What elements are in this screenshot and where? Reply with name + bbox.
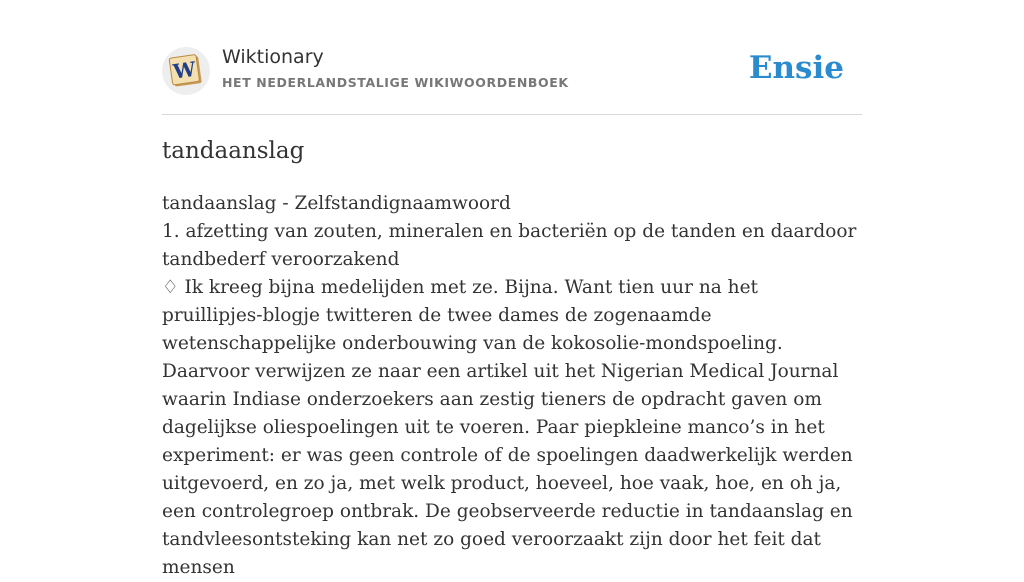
definition-text: 1. afzetting van zouten, mineralen en bacteriën op de tanden en daardoor tandbederf veroorzakend [162, 221, 857, 270]
entry-body [162, 190, 862, 582]
page [162, 0, 862, 578]
word-type-line: tandaanslag - Zelfstandignaamwoord [162, 193, 511, 214]
wiktionary-logo[interactable] [162, 47, 210, 95]
site-name[interactable]: Wiktionary [222, 46, 324, 68]
example-text: ♢ Ik kreeg bijna medelijden met ze. Bijna. Want tien uur na het pruillipjes-blogje twitteren de twee dames de zogenaamde wetenschappelijke onderbouwing van de kokosolie-mondspoeling. Daarvoor verwijzen ze naar een artikel uit het Nigerian Medical Journal waarin Indiase onderzoekers aan zestig tieners de opdracht gaven om dagelijkse oliespoelingen uit te voeren. Paar piepkleine manco’s in het experiment: er was geen controle of de spoelingen daadwerkelijk werden uitgevoerd, en zo ja, met welk product, hoeveel, hoe vaak, hoe, en oh ja, een controlegroep ontbrak. De geobserveerde reductie in tandaanslag en tandvleesontsteking kan net zo goed veroorzaakt zijn door het feit dat mensen [162, 277, 853, 578]
logo-tile-icon [162, 47, 210, 95]
logo-letter: W [171, 56, 198, 84]
page-title: tandaanslag [162, 138, 305, 164]
ensie-logo-link[interactable]: Ensie [748, 50, 844, 86]
site-tagline: HET NEDERLANDSTALIGE WIKIWOORDENBOEK [222, 75, 569, 90]
site-header [162, 44, 862, 115]
